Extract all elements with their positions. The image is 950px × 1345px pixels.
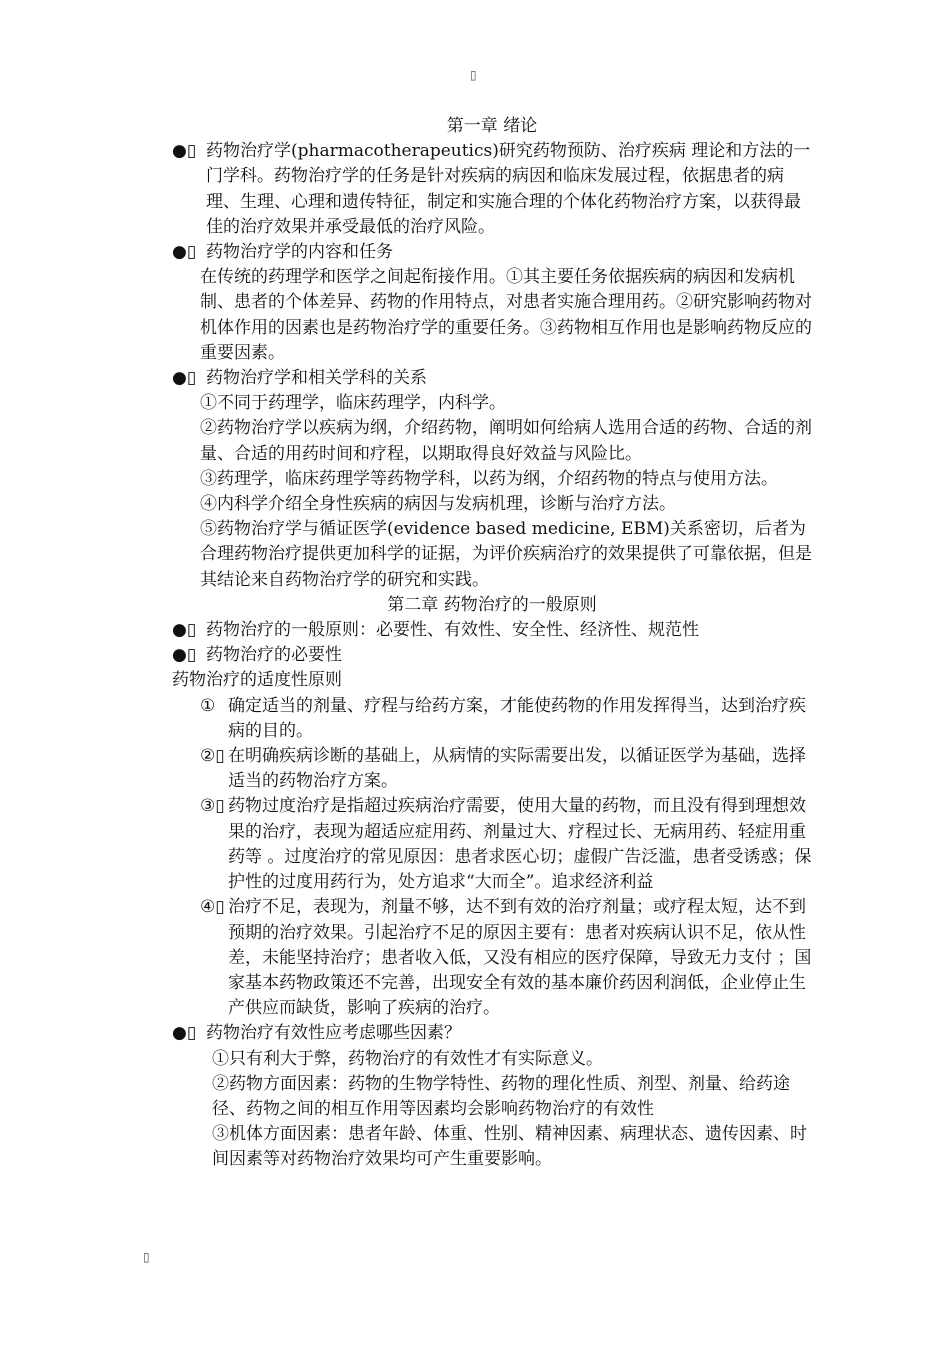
item-text: 在明确疾病诊断的基础上，从病情的实际需要出发，以循证医学为基础，选择适当的药物治疗方案。: [228, 746, 806, 792]
effectiveness-item: ①只有利大于弊，药物治疗的有效性才有实际意义。: [212, 1048, 603, 1069]
bullet-necessity: [172, 643, 812, 668]
necessity-heading: 药物治疗的必要性: [206, 645, 342, 666]
related-disciplines-heading: 药物治疗学和相关学科的关系: [206, 368, 427, 389]
item-number: ②▯: [200, 746, 225, 767]
related-item: ②药物治疗学以疾病为纲，介绍药物，阐明如何给病人选用合适的药物、合适的剂量、合适的用药时间和疗程，以期取得良好效益与风险比。: [200, 418, 812, 464]
bullet-general-principles: [172, 618, 812, 643]
chapter-1-title: 第一章 绪论: [446, 116, 538, 136]
related-item: ④内科学介绍全身性疾病的病因与发病机理，诊断与治疗方法。: [200, 494, 676, 515]
related-item: ①不同于药理学，临床药理学，内科学。: [200, 393, 506, 414]
definition-text: 药物治疗学(pharmacotherapeutics)研究药物预防、治疗疾病 理论和方法的一门学科。药物治疗学的任务是针对疾病的病因和临床发展过程，依据患者的病理、生理、心理和遗传特征，制定和实施合理的个体化药物治疗方案，以获得最佳的治疗效果并承受最低的治疗风险。: [206, 141, 811, 237]
bullet-icon: ●▯: [172, 1023, 197, 1044]
item-number: ④▯: [200, 897, 225, 918]
footer-mark: ▯: [143, 1250, 150, 1264]
effectiveness-item: ②药物方面因素：药物的生物学特性、药物的理化性质、剂型、剂量、给药途径、药物之间的相互作用等因素均会影响药物治疗的有效性: [212, 1073, 790, 1119]
item-text: 治疗不足，表现为，剂量不够，达不到有效的治疗剂量；或疗程太短，达不到预期的治疗效果。引起治疗不足的原因主要有：患者对疾病认识不足，依从性差，未能坚持治疗；患者收入低，又没有相应的医疗保障，导致无力支付 ；国家基本药物政策还不完善，出现安全有效的基本廉价药因利润低，企业停止生产供应而缺货，影响了疾病的治疗。: [228, 897, 812, 1019]
item-number: ③▯: [200, 796, 225, 817]
header-mark: ▯: [470, 68, 477, 82]
appropriateness-item: [172, 744, 812, 794]
effectiveness-heading: 药物治疗有效性应考虑哪些因素？: [206, 1023, 461, 1044]
effectiveness-item: ③机体方面因素：患者年龄、体重、性别、精神因素、病理状态、遗传因素、时间因素等对药物治疗效果均可产生重要影响。: [212, 1124, 807, 1170]
document-body: [172, 114, 812, 1173]
bullet-content-tasks: [172, 240, 812, 265]
content-tasks-heading: 药物治疗学的内容和任务: [206, 242, 393, 263]
general-principles-text: 药物治疗的一般原则：必要性、有效性、安全性、经济性、规范性: [206, 620, 699, 641]
bullet-icon: ●▯: [172, 141, 197, 162]
appropriateness-item: [172, 694, 812, 744]
item-number: ①: [200, 695, 216, 716]
appropriateness-item: [172, 895, 812, 1021]
bullet-related-disciplines: [172, 366, 812, 391]
item-text: 确定适当的剂量、疗程与给药方案，才能使药物的作用发挥得当，达到治疗疾病的目的。: [228, 695, 806, 741]
bullet-icon: ●▯: [172, 645, 197, 666]
content-tasks-text: 在传统的药理学和医学之间起衔接作用。①其主要任务依据疾病的病因和发病机制、患者的个体差异、药物的作用特点，对患者实施合理用药。②研究影响药物对机体作用的因素也是药物治疗学的重要任务。③药物相互作用也是影响药物反应的重要因素。: [200, 267, 812, 363]
appropriateness-item: [172, 794, 812, 895]
bullet-icon: ●▯: [172, 242, 197, 263]
related-item: ③药理学，临床药理学等药物学科，以药为纲，介绍药物的特点与使用方法。: [200, 468, 778, 489]
appropriateness-heading: 药物治疗的适度性原则: [172, 670, 342, 691]
related-item: ⑤药物治疗学与循证医学(evidence based medicine, EBM)关系密切，后者为合理药物治疗提供更加科学的证据，为评价疾病治疗的效果提供了可靠依据，但是其结论来自药物治疗学的研究和实践。: [200, 519, 812, 590]
item-text: 药物过度治疗是指超过疾病治疗需要，使用大量的药物，而且没有得到理想效果的治疗，表现为超适应症用药、剂量过大、疗程过长、无病用药、轻症用重药等 。过度治疗的常见原因：患者求医心切；虚假广告泛滥，患者受诱惑；保护性的过度用药行为，处方追求“大而全”。追求经济利益: [228, 796, 812, 893]
chapter-2-title: 第二章 药物治疗的一般原则: [387, 594, 597, 615]
bullet-icon: ●▯: [172, 368, 197, 389]
bullet-definition: [172, 139, 812, 240]
bullet-icon: ●▯: [172, 620, 197, 641]
bullet-effectiveness: [172, 1021, 812, 1046]
